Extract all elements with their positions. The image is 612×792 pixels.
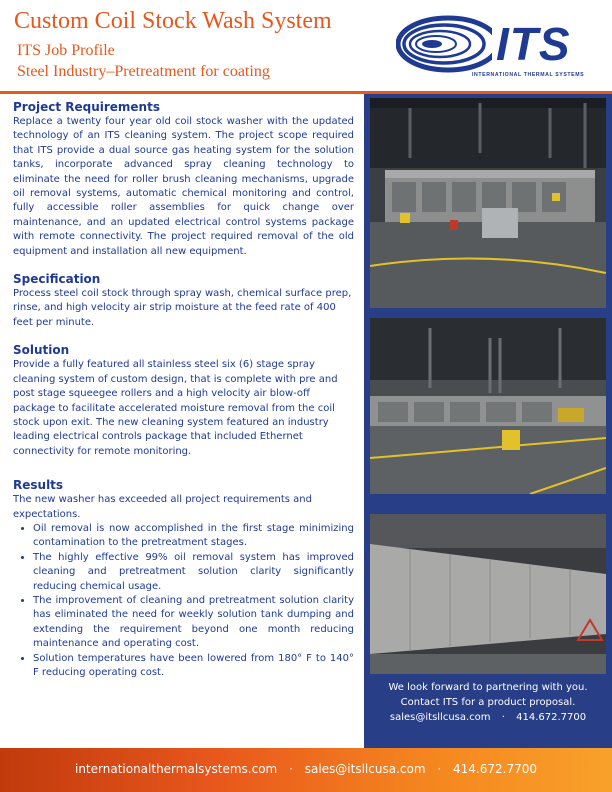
footer-email-link[interactable]: sales@itsllcusa.com: [304, 762, 426, 776]
washer-photo-closeup: [370, 514, 606, 674]
list-item: • Oil removal is now accomplished in the first stage minimizing contamination to the pretreatment stages.: [33, 522, 354, 551]
solution-body: Provide a fully featured all stainless steel six (6) stage spray cleaning system of custom design, that is complete with pre and post stage squeegee rollers and a high velocity air blow-off package to facilitate accelerated moisture removal from the coil stock upon exit. The new cleaning system featured an industry leading electrical controls package that included Ethernet connectivity for remote monitoring.: [13, 359, 338, 457]
footer-phone-link[interactable]: 414.672.7700: [453, 762, 537, 776]
footer-contact: [0, 762, 612, 776]
footer-separator: ·: [437, 762, 442, 776]
its-logo: [396, 14, 600, 86]
requirements-heading: Project Requirements: [13, 100, 160, 114]
footer: [0, 748, 612, 792]
washer-photo-wide: [370, 98, 606, 308]
solution-heading: Solution: [13, 343, 70, 358]
logo-letters: ITS: [496, 18, 571, 70]
specification-body: Process steel coil stock through spray wash, chemical surface prep, rinse, and high velocity air strip moisture at the feed rate of 400 feet per minute.: [13, 288, 352, 328]
results-list: [13, 522, 354, 680]
results-heading: Results: [13, 478, 64, 493]
panel-separator: ·: [501, 712, 505, 723]
list-item: • The highly effective 99% oil removal system has improved cleaning and pretreatment solution clarity significantly reducing chemical usage.: [33, 551, 354, 594]
contact-callout: [364, 680, 612, 725]
partner-line: We look forward to partnering with you.: [388, 682, 588, 693]
requirements-body: Replace a twenty four year old coil stock washer with the updated technology of an ITS cleaning system. The project scope required that ITS provide a dual source gas heating system for the solution tanks, incorporate advanced spray cleaning technology to eliminate the need for roller brush cleaning mechanisms, upgrade oil removal systems, automatic chemical monitoring and control, fully accessible roller assemblies for quick change over maintenance, and an updated electrical control systems package with remote connectivity. The project required removal of the old equipment and installation all new equipment.: [13, 116, 354, 257]
washer-photo-forklift: [370, 318, 606, 494]
logo-tagline: INTERNATIONAL THERMAL SYSTEMS: [472, 72, 585, 78]
photo-panel: [364, 94, 612, 748]
specification-heading: Specification: [13, 272, 101, 287]
job-profile-subtitle: ITS Job Profile: [17, 42, 115, 59]
contact-line: [364, 710, 612, 725]
results-intro: The new washer has exceeded all project requirements and expectations.: [13, 494, 312, 520]
panel-email-link[interactable]: sales@itsllcusa.com: [389, 712, 491, 723]
industry-subtitle: Steel Industry–Pretreatment for coating: [17, 63, 270, 80]
panel-phone-link[interactable]: 414.672.7700: [516, 712, 587, 723]
footer-website-link[interactable]: internationalthermalsystems.com: [74, 762, 278, 776]
page-title: Custom Coil Stock Wash System: [14, 8, 332, 34]
list-item: • The improvement of cleaning and pretreatment solution clarity has eliminated the need for weekly solution tank dumping and extending the requirement beyond one month reducing maintenance and operating cost.: [33, 594, 354, 652]
list-item: • Solution temperatures have been lowered from 180° F to 140° F reducing operating cost.: [33, 652, 354, 681]
header: [0, 0, 612, 92]
footer-separator: ·: [289, 762, 293, 776]
main-content: [13, 97, 354, 680]
proposal-line: Contact ITS for a product proposal.: [400, 697, 576, 708]
